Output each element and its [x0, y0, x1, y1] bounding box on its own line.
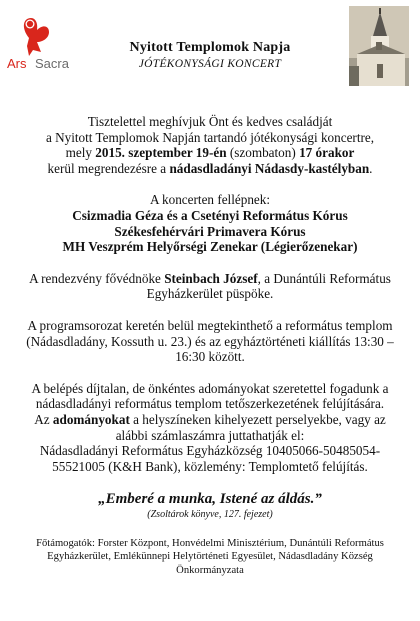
motto-source: (Zsoltárok könyve, 127. fejezet)	[147, 509, 273, 521]
event-time: 17 órakor	[299, 145, 355, 161]
bank-account-paragraph: Nádasdladányi Református Egyházközség 10405066-50485054-55521005 (K&H Bank), közlemény: Templomtető felújítás.	[39, 443, 381, 474]
page-title: Nyitott Templomok Napja	[129, 40, 291, 55]
venue-prefix: kerül megrendezésre a	[47, 160, 170, 176]
motto-quote: „Emberé a munka, Istené az áldás.”	[98, 491, 322, 508]
date-prefix: mely	[65, 145, 96, 161]
invitation-venue-line	[18, 161, 402, 177]
donation-paragraph: A belépés díjtalan, de önkéntes adományokat szeretettel fogadunk a nádasdladányi református templom tetőszerkezetének felújítására.	[31, 380, 389, 412]
logo-text-right: Sacra	[35, 56, 69, 70]
donation-keyword: adományokat	[52, 411, 130, 427]
patron-suffix: , a Dunántúli Református Egyházkerület püspöke.	[146, 270, 391, 302]
event-date: 2015. szeptember 19-én	[95, 145, 227, 161]
page-subtitle: JÓTÉKONYSÁGI KONCERT	[138, 58, 282, 70]
exhibition-paragraph: A programsorozat keretén belül megtekinthető a református templom (Nádasdladány, Kossuth u. 23.) és az egyháztörténeti kiállítás 13:30 – 16:30 között.	[26, 317, 394, 365]
donation-suffix: a helyszíneken kihelyezett perselyekbe, vagy az alábbi számlaszámra juttathatják el:	[115, 411, 386, 443]
logo-text-left: Ars	[7, 56, 27, 70]
patron-prefix: A rendezvény fővédnöke	[29, 270, 165, 286]
event-venue: nádasdladányi Nádasdy-kastélyban	[169, 160, 370, 176]
performer-item: Csizmadia Géza és a Csetényi Református Kórus	[72, 207, 348, 223]
patron-name: Steinbach József	[164, 270, 258, 286]
donation-method-paragraph	[18, 412, 402, 443]
sponsors-list: Főtámogatók: Forster Központ, Honvédelmi Minisztérium, Dunántúli Református Egyházkerület, Emlékünnepi Helytörténeti Egyesület, Nádasdladány Község Önkormányzata	[36, 538, 384, 576]
donation-prefix: Az	[34, 411, 53, 427]
performer-item: MH Veszprém Helyőrségi Zenekar (Légierőzenekar)	[62, 239, 358, 255]
performer-item: Székesfehérvári Primavera Kórus	[114, 223, 306, 239]
invitation-line-1: Tisztelettel meghívjuk Önt és kedves családját	[87, 114, 333, 129]
invitation-body	[18, 114, 402, 577]
performers-intro: A koncerten fellépnek:	[149, 192, 271, 208]
patron-paragraph	[18, 271, 402, 302]
invitation-date-line	[18, 145, 402, 161]
invitation-line-2: a Nyitott Templomok Napján tartandó jótékonysági koncertre,	[45, 129, 375, 145]
venue-suffix: .	[369, 160, 373, 176]
date-mid: (szombaton)	[226, 145, 300, 161]
